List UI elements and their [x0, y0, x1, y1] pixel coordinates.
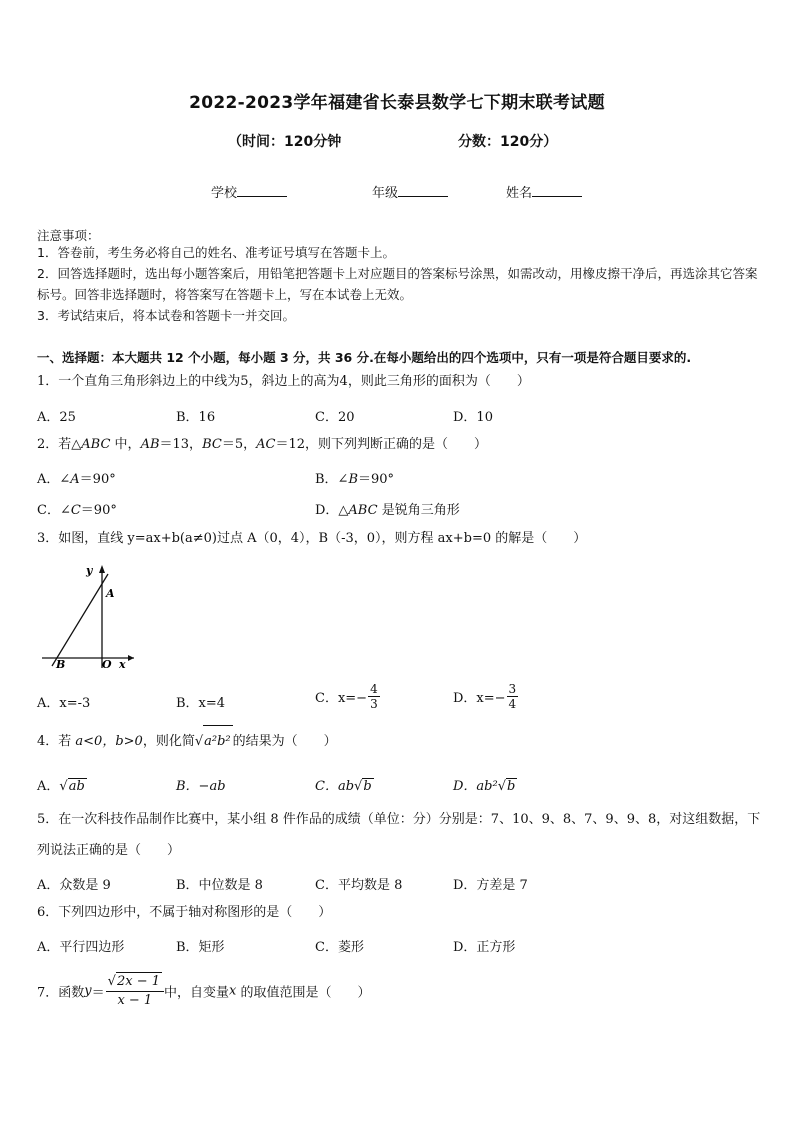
- x-axis-arrow: [128, 655, 134, 661]
- question-1-stem: 1．一个直角三角形斜边上的中线为5，斜边上的高为4，则此三角形的面积为（ ）: [37, 374, 530, 389]
- q3-option-a[interactable]: A．x=-3: [37, 696, 91, 711]
- school-label: 学校: [211, 186, 238, 201]
- q4-option-b[interactable]: B．−ab: [176, 779, 226, 794]
- graph-line: [52, 574, 108, 666]
- grade-label: 年级: [372, 186, 399, 201]
- q6-option-d[interactable]: D．正方形: [453, 940, 516, 955]
- school-blank[interactable]: [237, 184, 287, 197]
- note-3: 3．考试结束后，将本试卷和答题卡一并交回。: [37, 308, 295, 323]
- note-2: 2．回答选择题时，选出每小题答案后，用铅笔把答题卡上对应题目的答案标号涂黑，如需改动，用橡皮擦干净后，再选涂其它答案标号。回答非选择题时，将答案写在答题卡上，写在本试卷上无效。: [37, 266, 758, 302]
- score-info: 分数：120分）: [458, 134, 558, 150]
- question-5-stem: 5．在一次科技作品制作比赛中，某小组 8 件作品的成绩（单位：分）分别是：7、10、9、8、7、9、9、8，对这组数据，下列说法正确的是（ ）: [37, 812, 761, 858]
- grade-blank[interactable]: [398, 184, 448, 197]
- q3-option-d[interactable]: D．x=− $\frac{3}{4}$: [453, 682, 517, 711]
- name-blank[interactable]: [532, 184, 582, 197]
- q1-option-a[interactable]: A．25: [37, 410, 76, 425]
- question-3-stem: 3．如图，直线 y=ax+b(a≠0)过点 A（0，4），B（-3，0），则方程 ax+b=0 的解是（ ）: [37, 531, 587, 546]
- q1-option-c[interactable]: C．20: [315, 410, 355, 425]
- section-heading: 一、选择题：本大题共 12 个小题，每小题 3 分，共 36 分.在每小题给出的四个选项中，只有一项是符合题目要求的.: [37, 350, 692, 365]
- q5-option-b[interactable]: B．中位数是 8: [176, 878, 263, 893]
- y-axis-arrow: [99, 565, 105, 573]
- q2-option-d[interactable]: D．△ABC 是锐角三角形: [315, 503, 460, 518]
- grade-field: [372, 182, 448, 201]
- q2-option-a[interactable]: A．∠A＝90°: [37, 472, 116, 487]
- question-4-stem: 4．若 a<0，b>0，则化简√a²b² 的结果为（ ）: [37, 725, 761, 757]
- q6-option-c[interactable]: C．菱形: [315, 940, 364, 955]
- q1-option-d[interactable]: D．10: [453, 410, 493, 425]
- note-1: 1．答卷前，考生务必将自己的姓名、准考证号填写在答题卡上。: [37, 245, 395, 260]
- q3-option-b[interactable]: B．x=4: [176, 696, 226, 711]
- q6-option-a[interactable]: A．平行四边形: [37, 940, 125, 955]
- q6-option-b[interactable]: B．矩形: [176, 940, 225, 955]
- q3-line-graph: [38, 560, 138, 675]
- question-2-stem: 2．若△ABC 中，AB＝13，BC＝5，AC＝12，则下列判断正确的是（ ）: [37, 437, 487, 452]
- notes-heading: 注意事项：: [37, 228, 100, 243]
- page-title: 2022-2023学年福建省长泰县数学七下期末联考试题: [189, 93, 605, 113]
- question-7-stem: 7．函数y＝ $\frac{√2x - 1}{x - 1}$ 中，自变量x 的取值范围是（ ）: [37, 974, 371, 1008]
- q2-option-b[interactable]: B．∠B＝90°: [315, 472, 395, 487]
- question-6-stem: 6．下列四边形中，不属于轴对称图形的是（ ）: [37, 905, 332, 920]
- q4-option-c[interactable]: C．ab√b: [315, 779, 372, 794]
- origin-label: O: [102, 658, 112, 671]
- name-label: 姓名: [506, 186, 533, 201]
- q5-option-d[interactable]: D．方差是 7: [453, 878, 528, 893]
- y-axis-label: y: [86, 564, 93, 577]
- x-axis-label: x: [119, 658, 126, 671]
- q5-option-a[interactable]: A．众数是 9: [37, 878, 111, 893]
- time-info: （时间：120分钟: [228, 134, 342, 150]
- point-b-label: B: [56, 658, 66, 671]
- q5-option-c[interactable]: C．平均数是 8: [315, 878, 403, 893]
- name-field: [506, 182, 582, 201]
- q4-option-d[interactable]: D．ab²√b: [453, 779, 516, 794]
- q3-option-c[interactable]: C．x=− $\frac{4}{3}$: [315, 682, 378, 711]
- school-field: [211, 182, 287, 201]
- point-a-label: A: [106, 587, 115, 600]
- q2-option-c[interactable]: C．∠C＝90°: [37, 503, 117, 518]
- q1-option-b[interactable]: B．16: [176, 410, 216, 425]
- q4-option-a[interactable]: A．√ab: [37, 779, 85, 794]
